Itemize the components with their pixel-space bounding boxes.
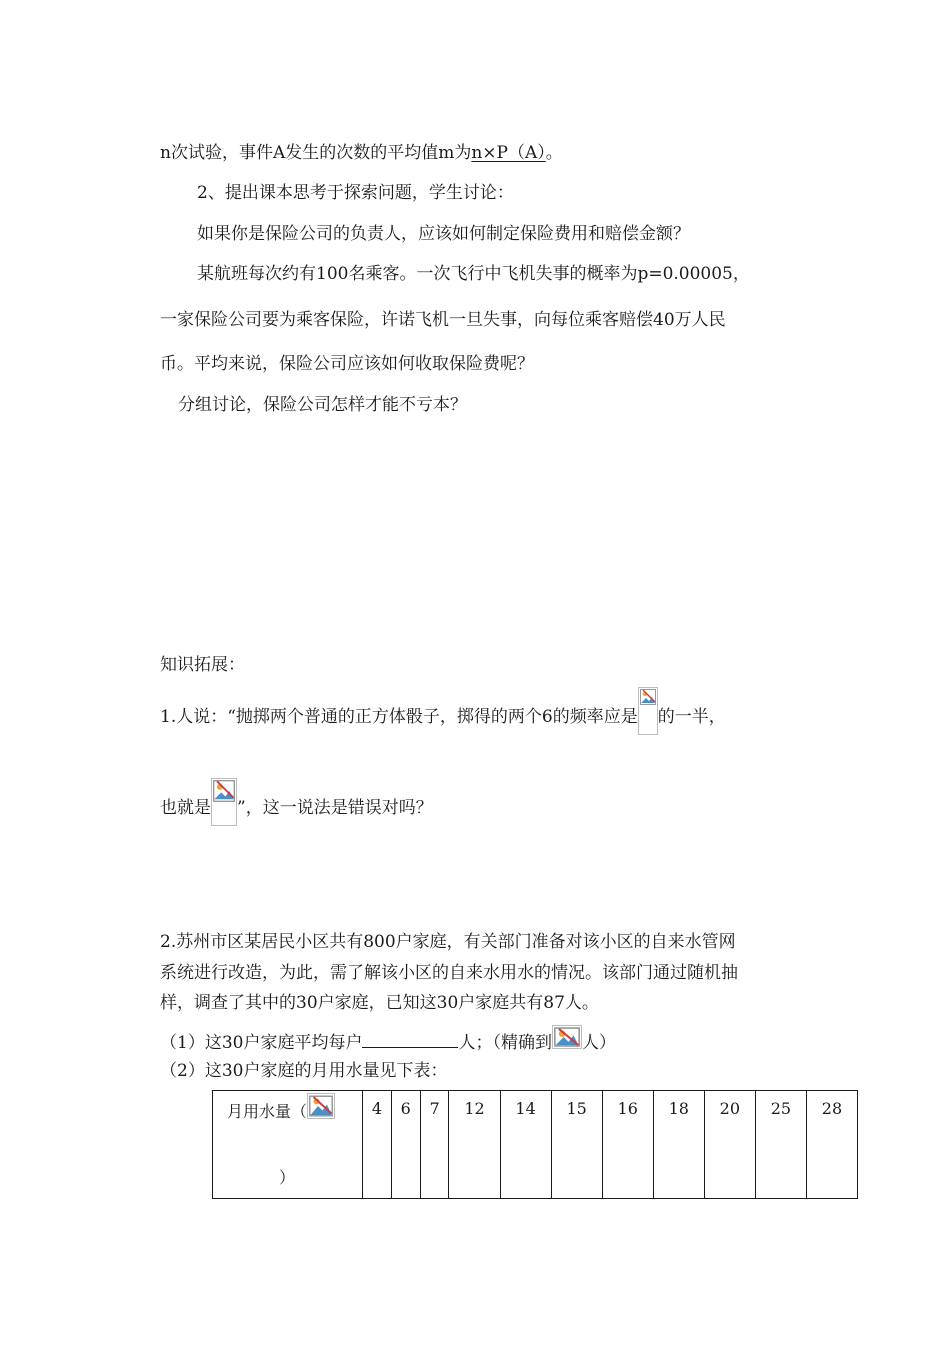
paragraph-flight-line-2: 一家保险公司要为乘客保险，许诺飞机一旦失事，向每位乘客赔偿40万人民 <box>160 310 726 330</box>
paragraph-discussion-intro: 2、提出课本思考于探索问题，学生讨论： <box>197 183 514 203</box>
text-segment: ”，这一说法是错误对吗？ <box>237 798 433 818</box>
table-cell: 6 <box>391 1091 420 1199</box>
broken-image-icon <box>307 1093 335 1119</box>
paragraph-question: 如果你是保险公司的负责人，应该如何制定保险费用和赔偿金额？ <box>197 224 690 244</box>
table-cell: 15 <box>551 1091 602 1199</box>
question-2-line-2: 系统进行改造，为此，需了解该小区的自来水用水的情况。该部门通过随机抽 <box>160 963 738 983</box>
water-usage-table <box>212 1090 858 1199</box>
paragraph-expected-value <box>160 141 563 165</box>
underlined-formula: n×P（A） <box>471 143 546 163</box>
text-segment: 的一半， <box>657 707 726 727</box>
section-title-extension: 知识拓展： <box>160 655 245 675</box>
table-row <box>213 1091 858 1199</box>
answer-blank[interactable] <box>362 1029 458 1048</box>
paragraph-group-discussion: 分组讨论，保险公司怎样才能不亏本？ <box>178 395 467 415</box>
table-cell: 4 <box>363 1091 392 1199</box>
header-label-close: ） <box>279 1168 296 1187</box>
table-cell: 12 <box>449 1091 500 1199</box>
table-cell: 16 <box>602 1091 653 1199</box>
table-cell: 20 <box>704 1091 755 1199</box>
table-cell: 28 <box>806 1091 857 1199</box>
text-segment: 人） <box>581 1033 616 1053</box>
text-segment: 1.人说：“抛掷两个普通的正方体骰子，掷得的两个6的频率应是 <box>160 707 638 727</box>
table-header-cell <box>213 1091 363 1199</box>
question-1-line-1 <box>160 705 726 735</box>
text-segment: 。 <box>545 143 563 163</box>
paragraph-flight-line-3: 币。平均来说，保险公司应该如何收取保险费呢？ <box>160 354 534 374</box>
question-1-line-2 <box>160 796 433 826</box>
table-cell: 7 <box>420 1091 449 1199</box>
text-segment: 人；（精确到 <box>458 1033 552 1053</box>
broken-image-icon <box>552 1025 582 1049</box>
table-cell: 18 <box>653 1091 704 1199</box>
broken-image-icon <box>211 778 237 826</box>
text-segment: n次试验，事件A发生的次数的平均值m为 <box>160 143 472 163</box>
header-label: 月用水量（ <box>227 1102 308 1121</box>
question-2-line-1: 2.苏州市区某居民小区共有800户家庭，有关部门准备对该小区的自来水管网 <box>160 932 736 952</box>
text-segment: （1）这30户家庭平均每户 <box>160 1033 363 1053</box>
paragraph-flight-line-1: 某航班每次约有100名乘客。一次飞行中飞机失事的概率为p=0.00005， <box>197 264 750 284</box>
question-2-sub-1 <box>160 1029 616 1055</box>
broken-image-icon <box>638 687 658 735</box>
table-cell: 14 <box>500 1091 551 1199</box>
question-2-sub-2: （2）这30户家庭的月用水量见下表： <box>160 1061 448 1081</box>
question-2-line-3: 样，调查了其中的30户家庭，已知这30户家庭共有87人。 <box>160 993 599 1013</box>
text-segment: 也就是 <box>160 798 211 818</box>
table-cell: 25 <box>755 1091 806 1199</box>
